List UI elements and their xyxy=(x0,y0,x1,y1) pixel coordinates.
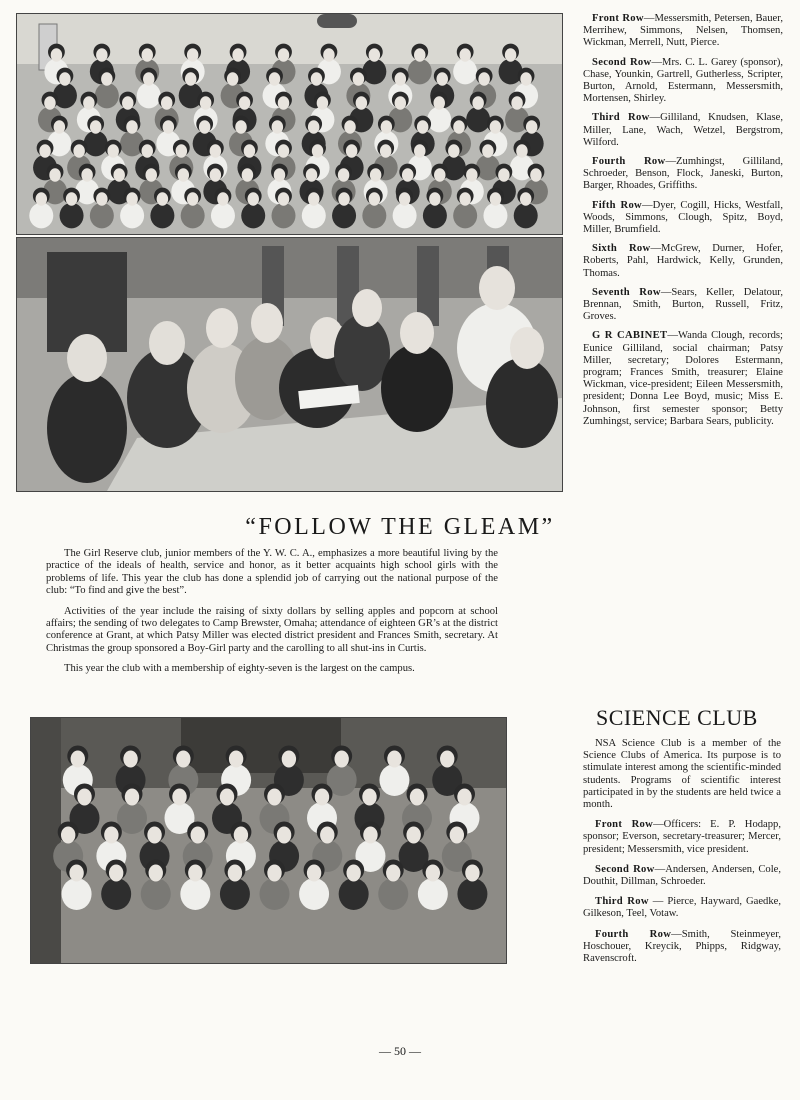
caption-third-row: Third Row—Gilliland, Knudsen, Klase, Miller, Lane, Wach, Wetzel, Bergstrom, Wilford. xyxy=(583,112,783,148)
science-club-title: SCIENCE CLUB xyxy=(596,705,758,730)
caption-seventh-row: Seventh Row—Sears, Keller, Delatour, Brennan, Smith, Burton, Russell, Fritz, Groves. xyxy=(583,286,783,323)
gr-cabinet-photo xyxy=(16,237,563,492)
science-club-photo xyxy=(30,717,507,964)
gr-photo-captions xyxy=(583,13,783,435)
caption-sixth-row: Sixth Row—McGrew, Durner, Hofer, Roberts, Pahl, Hardwick, Kelly, Grunden, Thomas. xyxy=(583,243,783,279)
caption-gr-cabinet: G R CABINET—Wanda Clough, records; Eunice Gilliland, social chairman; Patsy Miller, secretary; Dolores Estermann, program; Frances Smith, treasurer; Elaine Wickman, vice-president; Eileen Messersmith, president; Donna Lee Boyd, music; Miss E. Johnson, first semester sponsor; Betty Zumhingst, service; Barbara Sears, publicity. xyxy=(583,330,783,427)
science-club-text xyxy=(583,738,781,973)
science-third-row: Third Row — Pierce, Hayward, Gaedke, Gilkeson, Teel, Votaw. xyxy=(583,896,781,920)
science-second-row: Second Row—Andersen, Andersen, Cole, Douthit, Dillman, Schroeder. xyxy=(583,863,782,888)
caption-fifth-row: Fifth Row—Dyer, Cogill, Hicks, Westfall, Woods, Simmons, Clough, Spitz, Boyd, Miller, Brumfield. xyxy=(583,199,783,236)
gleam-paragraph: Activities of the year include the raising of sixty dollars by selling apples and popcorn at school affairs; the sending of two delegates to Camp Brewster, Omaha; attendance of eighteen GR’s at the district conference at Grant, at which Patsy Miller was elected district president and Frances Smith, secretary. At Christmas the group sponsored a Boy-Girl party and the carolling to all shut-ins in Curtis. xyxy=(46,605,498,654)
page-number: — 50 — xyxy=(379,1044,421,1058)
caption-front-row: Front Row—Messersmith, Petersen, Bauer, Merrihew, Simmons, Nelsen, Thomsen, Wickman, Merrell, Nutt, Pierce. xyxy=(583,13,783,49)
science-club-intro: NSA Science Club is a member of the Science Clubs of America. Its purpose is to stimulate interest among the scientific-minded students. Programs of scientific interest participated in by the students are held twice a month. xyxy=(583,738,781,811)
gleam-title: “FOLLOW THE GLEAM” xyxy=(245,514,555,540)
gleam-paragraph: This year the club with a membership of eighty-seven is the largest on the campus. xyxy=(64,663,415,675)
girl-reserve-group-photo xyxy=(16,13,563,235)
caption-second-row: Second Row—Mrs. C. L. Garey (sponsor), Chase, Younkin, Gartrell, Gutherless, Scripter, Burton, Arnold, Estermann, Messersmith, Mortensen, Shirley. xyxy=(583,56,783,105)
science-front-row: Front Row—Officers: E. P. Hodapp, sponsor; Everson, secretary-treasurer; Mercer, president; Messersmith, vice president. xyxy=(583,819,781,855)
gleam-article xyxy=(46,548,498,684)
science-fourth-row: Fourth Row—Smith, Steinmeyer, Hoschouer, Kreycik, Phipps, Ridgway, Ravenscroft. xyxy=(583,928,781,965)
caption-fourth-row: Fourth Row—Zumhingst, Gilliland, Schroeder, Benson, Flock, Janeski, Burton, Barger, Rhoades, Griffiths. xyxy=(583,156,783,192)
gleam-paragraph: The Girl Reserve club, junior members of the Y. W. C. A., emphasizes a more beautiful living by the practice of the ideals of health, service and honor, as it better acquaints high school girls with the problems of life. This year the club has done a splendid job of carrying out the national purpose of the club: “To find and give the best”. xyxy=(46,548,498,597)
